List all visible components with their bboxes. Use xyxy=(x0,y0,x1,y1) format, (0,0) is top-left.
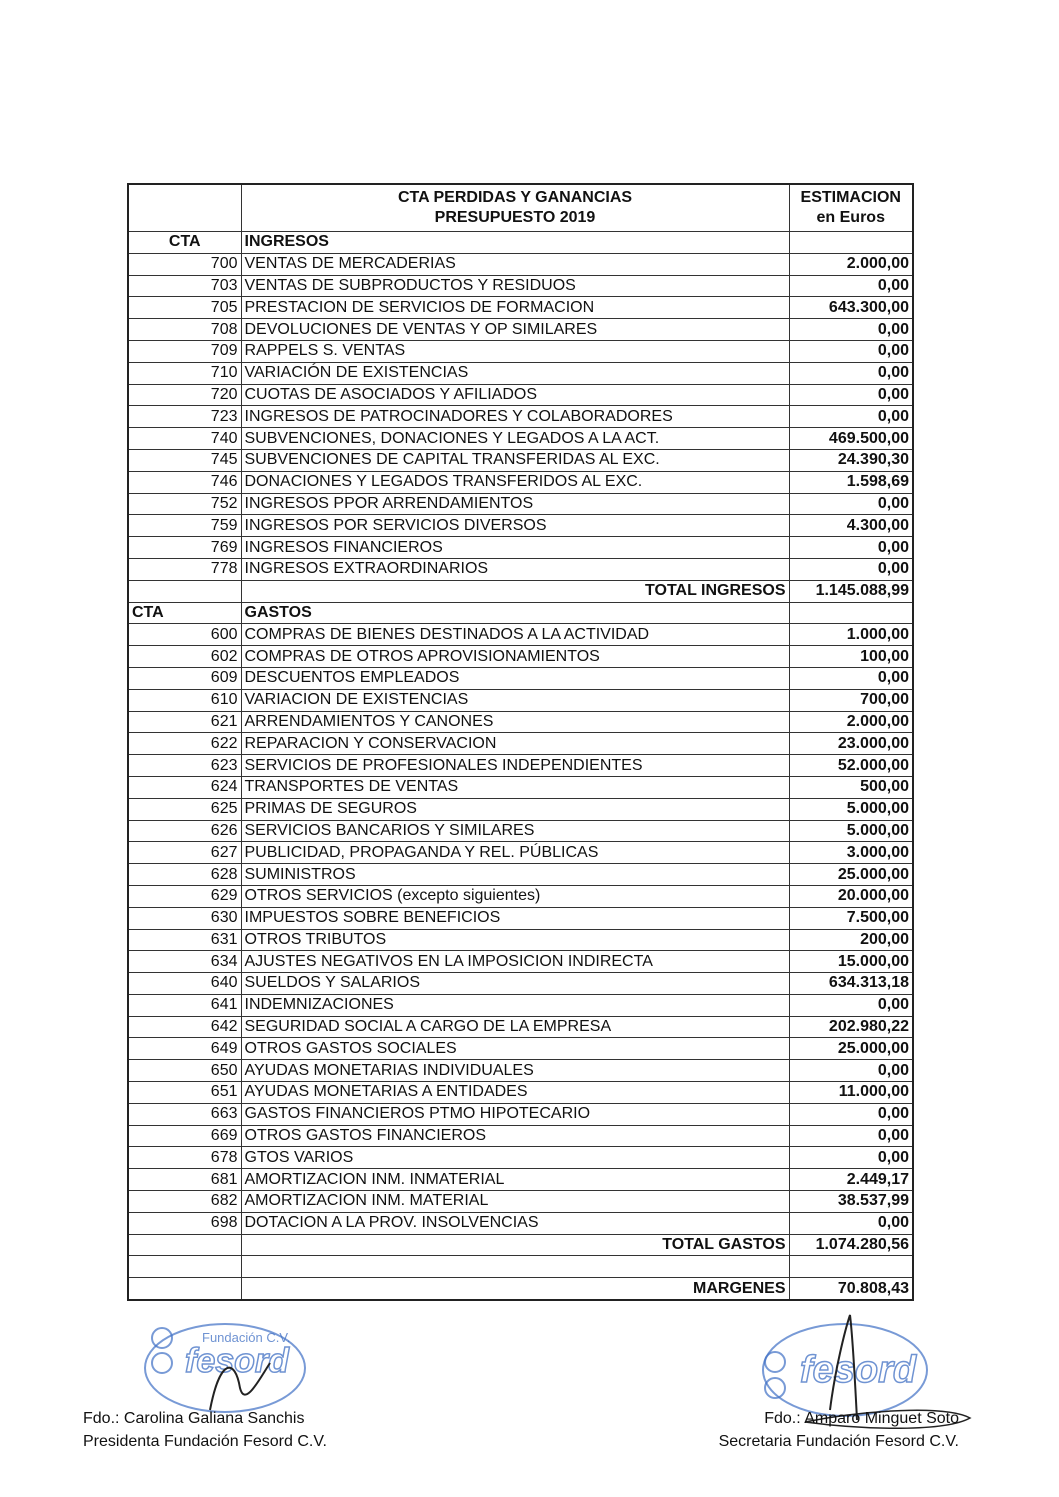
signature-left-name: Fdo.: Carolina Galiana Sanchis xyxy=(83,1410,305,1427)
table-row xyxy=(128,1016,913,1038)
amount-header-line-2: en Euros xyxy=(816,209,885,226)
account-code: 629 xyxy=(128,885,241,907)
signature-right xyxy=(697,1407,959,1453)
account-amount: 643.300,00 xyxy=(789,297,913,319)
stamp-right-brand-text: fesord xyxy=(800,1349,917,1391)
header-empty-cell xyxy=(128,184,241,232)
gastos-section-label: GASTOS xyxy=(241,602,789,624)
account-code: 622 xyxy=(128,733,241,755)
account-description: TRANSPORTES DE VENTAS xyxy=(241,776,789,798)
table-row xyxy=(128,362,913,384)
total-gastos-row xyxy=(128,1234,913,1256)
account-amount: 200,00 xyxy=(789,929,913,951)
table-row xyxy=(128,776,913,798)
account-description: DONACIONES Y LEGADOS TRANSFERIDOS AL EXC. xyxy=(241,471,789,493)
table-row xyxy=(128,1082,913,1104)
account-amount: 0,00 xyxy=(789,667,913,689)
amount-column-header xyxy=(789,184,913,232)
account-description: VENTAS DE SUBPRODUCTOS Y RESIDUOS xyxy=(241,275,789,297)
account-description: SERVICIOS BANCARIOS Y SIMILARES xyxy=(241,820,789,842)
table-row xyxy=(128,515,913,537)
table-row xyxy=(128,471,913,493)
empty-cell xyxy=(789,232,913,254)
account-description: REPARACION Y CONSERVACION xyxy=(241,733,789,755)
table-row xyxy=(128,319,913,341)
table-row xyxy=(128,384,913,406)
account-amount: 2.449,17 xyxy=(789,1169,913,1191)
account-description: INDEMNIZACIONES xyxy=(241,994,789,1016)
account-description: VARIACIÓN DE EXISTENCIAS xyxy=(241,362,789,384)
table-row xyxy=(128,646,913,668)
table-row xyxy=(128,1125,913,1147)
account-description: OTROS GASTOS FINANCIEROS xyxy=(241,1125,789,1147)
account-code: 720 xyxy=(128,384,241,406)
account-code: 649 xyxy=(128,1038,241,1060)
account-code: 631 xyxy=(128,929,241,951)
account-description: DESCUENTOS EMPLEADOS xyxy=(241,667,789,689)
account-amount: 0,00 xyxy=(789,1125,913,1147)
title-line-1: CTA PERDIDAS Y GANANCIAS xyxy=(397,189,633,206)
account-amount: 0,00 xyxy=(789,1212,913,1234)
account-description: INGRESOS POR SERVICIOS DIVERSOS xyxy=(241,515,789,537)
account-description: IMPUESTOS SOBRE BENEFICIOS xyxy=(241,907,789,929)
table-row xyxy=(128,1147,913,1169)
margenes-amount: 70.808,43 xyxy=(789,1278,913,1300)
account-amount: 469.500,00 xyxy=(789,428,913,450)
account-amount: 5.000,00 xyxy=(789,820,913,842)
table-row xyxy=(128,842,913,864)
account-description: OTROS TRIBUTOS xyxy=(241,929,789,951)
total-gastos-amount: 1.074.280,56 xyxy=(789,1234,913,1256)
account-code: 609 xyxy=(128,667,241,689)
table-row xyxy=(128,624,913,646)
account-description: PRESTACION DE SERVICIOS DE FORMACION xyxy=(241,297,789,319)
table-row xyxy=(128,493,913,515)
cta-label: CTA xyxy=(128,602,241,624)
account-description: VARIACION DE EXISTENCIAS xyxy=(241,689,789,711)
account-description: SERVICIOS DE PROFESIONALES INDEPENDIENTES xyxy=(241,755,789,777)
account-description: AYUDAS MONETARIAS A ENTIDADES xyxy=(241,1082,789,1104)
account-amount: 634.313,18 xyxy=(789,973,913,995)
account-amount: 0,00 xyxy=(789,362,913,384)
account-code: 641 xyxy=(128,994,241,1016)
account-amount: 2.000,00 xyxy=(789,711,913,733)
account-code: 642 xyxy=(128,1016,241,1038)
account-amount: 52.000,00 xyxy=(789,755,913,777)
account-code: 752 xyxy=(128,493,241,515)
account-description: PRIMAS DE SEGUROS xyxy=(241,798,789,820)
table-row xyxy=(128,1191,913,1213)
account-code: 698 xyxy=(128,1212,241,1234)
account-description: GTOS VARIOS xyxy=(241,1147,789,1169)
account-description: AMORTIZACION INM. MATERIAL xyxy=(241,1191,789,1213)
total-ingresos-row xyxy=(128,580,913,602)
account-amount: 0,00 xyxy=(789,1103,913,1125)
table-row xyxy=(128,711,913,733)
account-description: GASTOS FINANCIEROS PTMO HIPOTECARIO xyxy=(241,1103,789,1125)
account-description: PUBLICIDAD, PROPAGANDA Y REL. PÚBLICAS xyxy=(241,842,789,864)
account-amount: 0,00 xyxy=(789,384,913,406)
table-row xyxy=(128,1169,913,1191)
account-amount: 23.000,00 xyxy=(789,733,913,755)
account-description: SUELDOS Y SALARIOS xyxy=(241,973,789,995)
account-amount: 1.598,69 xyxy=(789,471,913,493)
table-row xyxy=(128,885,913,907)
table-row xyxy=(128,1038,913,1060)
table-row xyxy=(128,340,913,362)
account-description: COMPRAS DE BIENES DESTINADOS A LA ACTIVIDAD xyxy=(241,624,789,646)
account-amount: 0,00 xyxy=(789,537,913,559)
table-row xyxy=(128,973,913,995)
account-description: OTROS SERVICIOS (excepto siguientes) xyxy=(241,885,789,907)
account-description: INGRESOS EXTRAORDINARIOS xyxy=(241,558,789,580)
account-amount: 2.000,00 xyxy=(789,253,913,275)
account-amount: 4.300,00 xyxy=(789,515,913,537)
account-description: SUBVENCIONES, DONACIONES Y LEGADOS A LA ACT. xyxy=(241,428,789,450)
table-row xyxy=(128,733,913,755)
account-code: 634 xyxy=(128,951,241,973)
account-code: 624 xyxy=(128,776,241,798)
account-amount: 0,00 xyxy=(789,275,913,297)
account-description: INGRESOS DE PATROCINADORES Y COLABORADORES xyxy=(241,406,789,428)
account-code: 769 xyxy=(128,537,241,559)
table-row xyxy=(128,449,913,471)
table-row xyxy=(128,951,913,973)
signature-right-role: Secretaria Fundación Fesord C.V. xyxy=(718,1433,959,1450)
blank-row xyxy=(128,1256,913,1278)
stamp-left-brand-text: fesord xyxy=(185,1342,289,1380)
account-amount: 0,00 xyxy=(789,319,913,341)
account-code: 669 xyxy=(128,1125,241,1147)
account-code: 610 xyxy=(128,689,241,711)
account-code: 723 xyxy=(128,406,241,428)
account-description: AMORTIZACION INM. INMATERIAL xyxy=(241,1169,789,1191)
table-row xyxy=(128,689,913,711)
table-header-row xyxy=(128,184,913,232)
account-code: 682 xyxy=(128,1191,241,1213)
account-code: 710 xyxy=(128,362,241,384)
account-code: 650 xyxy=(128,1060,241,1082)
table-row xyxy=(128,537,913,559)
account-code: 703 xyxy=(128,275,241,297)
account-code: 625 xyxy=(128,798,241,820)
account-code: 709 xyxy=(128,340,241,362)
ingresos-section-label: INGRESOS xyxy=(241,232,789,254)
account-description: COMPRAS DE OTROS APROVISIONAMIENTOS xyxy=(241,646,789,668)
account-description: RAPPELS S. VENTAS xyxy=(241,340,789,362)
account-amount: 5.000,00 xyxy=(789,798,913,820)
account-code: 640 xyxy=(128,973,241,995)
account-amount: 3.000,00 xyxy=(789,842,913,864)
account-amount: 100,00 xyxy=(789,646,913,668)
budget-table xyxy=(127,183,914,1301)
account-description: INGRESOS FINANCIEROS xyxy=(241,537,789,559)
account-code: 681 xyxy=(128,1169,241,1191)
empty-cell xyxy=(128,580,241,602)
account-code: 708 xyxy=(128,319,241,341)
account-code: 600 xyxy=(128,624,241,646)
gastos-section-row xyxy=(128,602,913,624)
account-description: SEGURIDAD SOCIAL A CARGO DE LA EMPRESA xyxy=(241,1016,789,1038)
ingresos-section-row xyxy=(128,232,913,254)
account-amount: 0,00 xyxy=(789,406,913,428)
cta-label: CTA xyxy=(128,232,241,254)
account-code: 623 xyxy=(128,755,241,777)
account-amount: 500,00 xyxy=(789,776,913,798)
table-row xyxy=(128,428,913,450)
table-row xyxy=(128,994,913,1016)
table-row xyxy=(128,667,913,689)
table-row xyxy=(128,1060,913,1082)
table-title xyxy=(241,184,789,232)
account-code: 663 xyxy=(128,1103,241,1125)
signature-left xyxy=(83,1407,327,1453)
account-amount: 1.000,00 xyxy=(789,624,913,646)
table-row xyxy=(128,406,913,428)
account-code: 627 xyxy=(128,842,241,864)
account-code: 621 xyxy=(128,711,241,733)
signature-right-name: Fdo.: Amparo Minguet Soto xyxy=(764,1410,959,1427)
account-description: AJUSTES NEGATIVOS EN LA IMPOSICION INDIRECTA xyxy=(241,951,789,973)
account-amount: 0,00 xyxy=(789,1147,913,1169)
account-amount: 0,00 xyxy=(789,994,913,1016)
table-row xyxy=(128,929,913,951)
account-amount: 38.537,99 xyxy=(789,1191,913,1213)
stamp-left-top-text: Fundación C.V. xyxy=(202,1330,291,1345)
account-code: 745 xyxy=(128,449,241,471)
account-amount: 20.000,00 xyxy=(789,885,913,907)
signature-left-role: Presidenta Fundación Fesord C.V. xyxy=(83,1433,327,1450)
margenes-label: MARGENES xyxy=(241,1278,789,1300)
title-line-2: PRESUPUESTO 2019 xyxy=(434,209,596,226)
empty-cell xyxy=(128,1278,241,1300)
amount-header-line-1: ESTIMACION xyxy=(800,189,901,206)
table-row xyxy=(128,1212,913,1234)
account-amount: 0,00 xyxy=(789,558,913,580)
table-row xyxy=(128,864,913,886)
account-code: 700 xyxy=(128,253,241,275)
account-code: 705 xyxy=(128,297,241,319)
total-gastos-label: TOTAL GASTOS xyxy=(241,1234,789,1256)
table-row xyxy=(128,798,913,820)
account-code: 626 xyxy=(128,820,241,842)
total-ingresos-amount: 1.145.088,99 xyxy=(789,580,913,602)
table-row xyxy=(128,253,913,275)
account-code: 602 xyxy=(128,646,241,668)
account-code: 628 xyxy=(128,864,241,886)
account-code: 746 xyxy=(128,471,241,493)
account-amount: 0,00 xyxy=(789,493,913,515)
account-description: DOTACION A LA PROV. INSOLVENCIAS xyxy=(241,1212,789,1234)
account-amount: 7.500,00 xyxy=(789,907,913,929)
table-row xyxy=(128,275,913,297)
account-code: 759 xyxy=(128,515,241,537)
table-row xyxy=(128,558,913,580)
empty-cell xyxy=(128,1234,241,1256)
account-description: SUMINISTROS xyxy=(241,864,789,886)
account-code: 740 xyxy=(128,428,241,450)
margenes-row xyxy=(128,1278,913,1300)
table-row xyxy=(128,755,913,777)
account-code: 778 xyxy=(128,558,241,580)
table-row xyxy=(128,820,913,842)
table-row xyxy=(128,1103,913,1125)
account-amount: 0,00 xyxy=(789,340,913,362)
account-amount: 24.390,30 xyxy=(789,449,913,471)
account-description: DEVOLUCIONES DE VENTAS Y OP SIMILARES xyxy=(241,319,789,341)
account-description: SUBVENCIONES DE CAPITAL TRANSFERIDAS AL EXC. xyxy=(241,449,789,471)
account-description: INGRESOS PPOR ARRENDAMIENTOS xyxy=(241,493,789,515)
account-amount: 11.000,00 xyxy=(789,1082,913,1104)
table-row xyxy=(128,907,913,929)
account-code: 630 xyxy=(128,907,241,929)
account-amount: 700,00 xyxy=(789,689,913,711)
account-description: OTROS GASTOS SOCIALES xyxy=(241,1038,789,1060)
account-amount: 0,00 xyxy=(789,1060,913,1082)
total-ingresos-label: TOTAL INGRESOS xyxy=(241,580,789,602)
account-code: 678 xyxy=(128,1147,241,1169)
account-code: 651 xyxy=(128,1082,241,1104)
account-description: VENTAS DE MERCADERIAS xyxy=(241,253,789,275)
account-description: AYUDAS MONETARIAS INDIVIDUALES xyxy=(241,1060,789,1082)
account-amount: 202.980,22 xyxy=(789,1016,913,1038)
account-amount: 15.000,00 xyxy=(789,951,913,973)
account-description: ARRENDAMIENTOS Y CANONES xyxy=(241,711,789,733)
table-row xyxy=(128,297,913,319)
account-amount: 25.000,00 xyxy=(789,1038,913,1060)
fesord-stamp-left xyxy=(140,1318,310,1418)
account-amount: 25.000,00 xyxy=(789,864,913,886)
empty-cell xyxy=(789,602,913,624)
account-description: CUOTAS DE ASOCIADOS Y AFILIADOS xyxy=(241,384,789,406)
